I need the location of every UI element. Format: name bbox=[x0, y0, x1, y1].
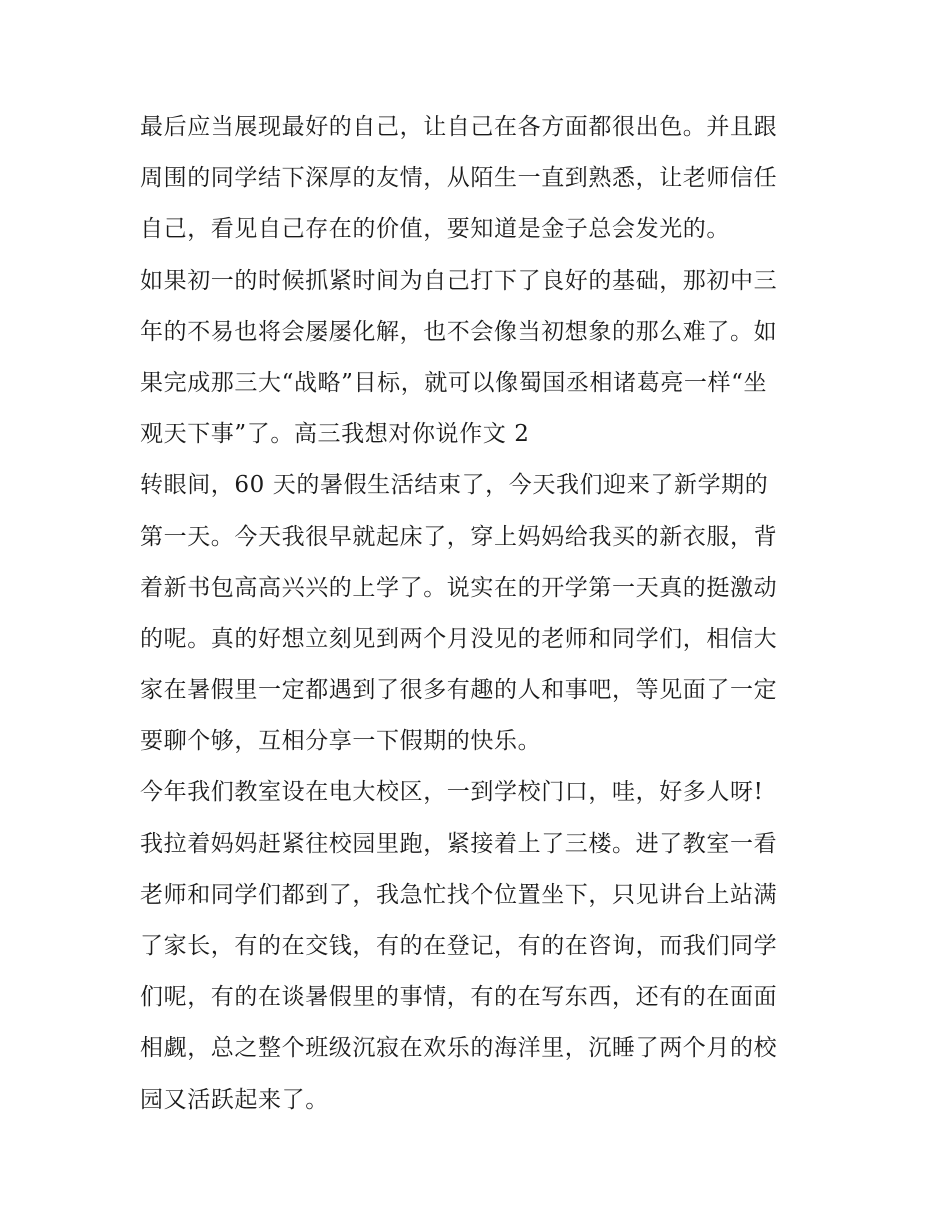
text-line: 周围的同学结下深厚的友情，从陌生一直到熟悉，让老师信任 bbox=[140, 165, 778, 192]
text-line: 最后应当展现最好的自己，让自己在各方面都很出色。并且跟 bbox=[140, 114, 778, 140]
text-line: 的呢。真的好想立刻见到两个月没见的老师和同学们，相信大 bbox=[140, 625, 778, 652]
text-line: 着新书包高高兴兴的上学了。说实在的开学第一天真的挺激动 bbox=[140, 574, 778, 601]
text-line: 我拉着妈妈赶紧往校园里跑，紧接着上了三楼。进了教室一看 bbox=[140, 830, 778, 857]
text-line: 今年我们教室设在电大校区，一到学校门口，哇，好多人呀! bbox=[140, 779, 764, 806]
text-line: 转眼间，60 天的暑假生活结束了，今天我们迎来了新学期的 bbox=[140, 472, 769, 499]
text-line: 相觑，总之整个班级沉寂在欢乐的海洋里，沉睡了两个月的校 bbox=[140, 1035, 778, 1062]
text-line: 观天下事”了。高三我想对你说作文 2 bbox=[140, 421, 530, 448]
text-line: 要聊个够，互相分享一下假期的快乐。 bbox=[140, 728, 542, 755]
text-line: 自己，看见自己存在的价值，要知道是金子总会发光的。 bbox=[140, 216, 730, 243]
text-line: 果完成那三大“战略”目标，就可以像蜀国丞相诸葛亮一样“坐 bbox=[140, 369, 768, 396]
text-line: 年的不易也将会屡屡化解，也不会像当初想象的那么难了。如 bbox=[140, 318, 778, 345]
text-line: 第一天。今天我很早就起床了，穿上妈妈给我买的新衣服，背 bbox=[140, 523, 778, 550]
document-body bbox=[140, 102, 820, 1126]
text-line: 如果初一的时候抓紧时间为自己打下了良好的基础，那初中三 bbox=[140, 267, 778, 294]
text-line: 们呢，有的在谈暑假里的事情，有的在写东西，还有的在面面 bbox=[140, 984, 778, 1011]
text-line: 家在暑假里一定都遇到了很多有趣的人和事吧，等见面了一定 bbox=[140, 677, 778, 704]
text-line: 老师和同学们都到了，我急忙找个位置坐下，只见讲台上站满 bbox=[140, 881, 778, 908]
text-line: 园又活跃起来了。 bbox=[140, 1086, 329, 1113]
text-line: 了家长，有的在交钱，有的在登记，有的在咨询，而我们同学 bbox=[140, 933, 778, 959]
